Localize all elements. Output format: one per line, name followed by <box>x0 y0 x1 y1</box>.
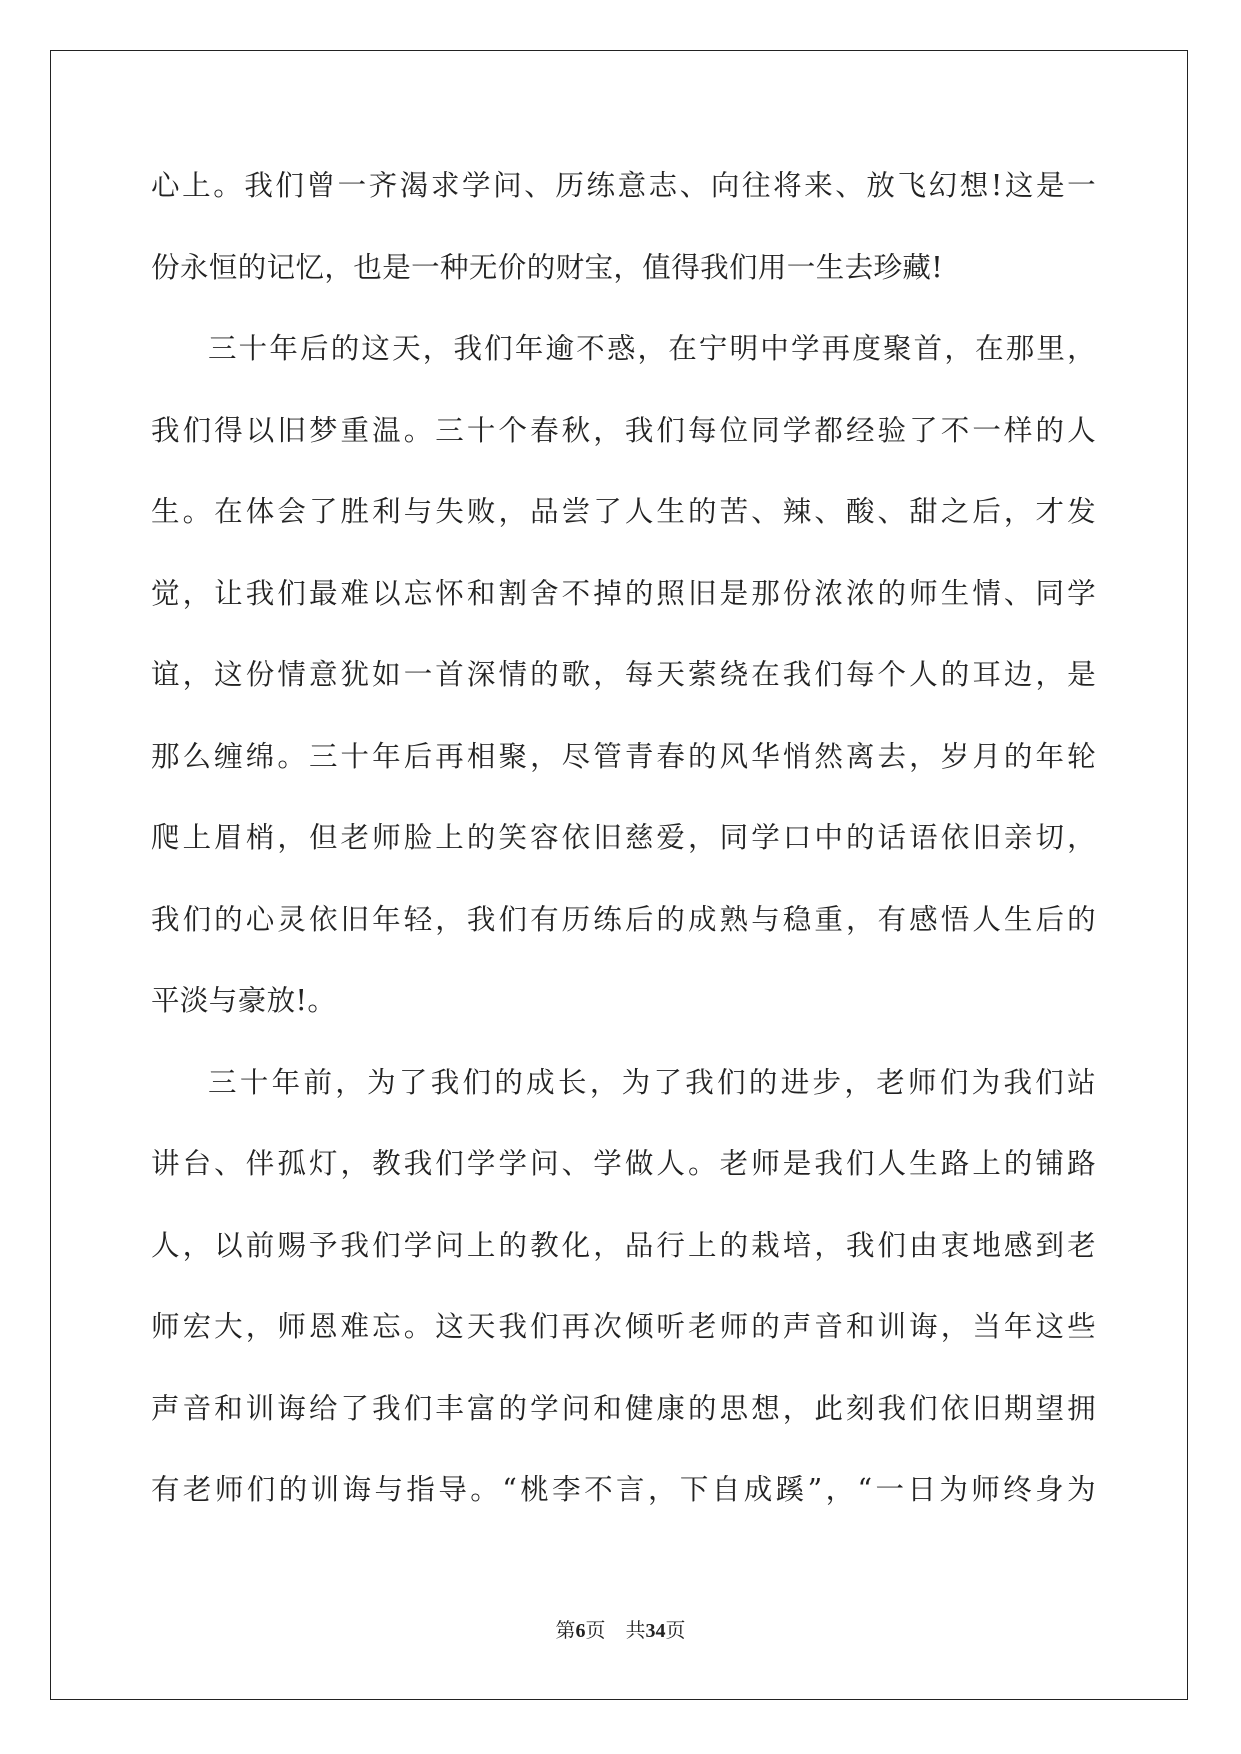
text-line: 讲台、伴孤灯，教我们学学问、学做人。老师是我们人生路上的铺路 <box>151 1147 1096 1180</box>
text-line: 人，以前赐予我们学问上的教化，品行上的栽培，我们由衷地感到老 <box>151 1228 1096 1262</box>
total-pages: 34 <box>645 1620 666 1642</box>
text-line: 心上。我们曾一齐渴求学问、历练意志、向往将来、放飞幻想!这是一 <box>151 169 1096 202</box>
text-line: 份永恒的记忆，也是一种无价的财宝，值得我们用一生去珍藏! <box>151 250 944 284</box>
total-prefix: 共 <box>625 1620 646 1642</box>
text-line: 有老师们的训诲与指导。“桃李不言，下自成蹊”，“一日为师终身为 <box>151 1473 1096 1506</box>
document-body <box>151 145 1096 1531</box>
text-line: 我们的心灵依旧年轻，我们有历练后的成熟与稳重，有感悟人生后的 <box>151 902 1096 936</box>
text-line: 谊，这份情意犹如一首深情的歌，每天萦绕在我们每个人的耳边，是 <box>151 658 1096 691</box>
page-prefix: 第 <box>555 1620 576 1642</box>
text-line: 师宏大，师恩难忘。这天我们再次倾听老师的声音和训诲，当年这些 <box>151 1310 1096 1343</box>
text-line: 觉，让我们最难以忘怀和割舍不掉的照旧是那份浓浓的师生情、同学 <box>151 576 1096 610</box>
text-line: 爬上眉梢，但老师脸上的笑容依旧慈爱，同学口中的话语依旧亲切， <box>151 821 1096 854</box>
text-line: 三十年前，为了我们的成长，为了我们的进步，老师们为我们站 <box>208 1065 1096 1099</box>
page-suffix: 页 <box>585 1620 606 1642</box>
page-number: 6 <box>575 1620 586 1642</box>
page-footer <box>0 1614 1241 1643</box>
text-line: 三十年后的这天，我们年逾不惑，在宁明中学再度聚首，在那里， <box>208 332 1096 365</box>
text-line: 我们得以旧梦重温。三十个春秋，我们每位同学都经验了不一样的人 <box>151 413 1096 447</box>
text-line: 那么缠绵。三十年后再相聚，尽管青春的风华悄然离去，岁月的年轮 <box>151 739 1096 773</box>
total-suffix: 页 <box>665 1620 686 1642</box>
text-line: 平淡与豪放!。 <box>151 984 337 1017</box>
text-line: 生。在体会了胜利与失败，品尝了人生的苦、辣、酸、甜之后，才发 <box>151 495 1096 528</box>
text-line: 声音和训诲给了我们丰富的学问和健康的思想，此刻我们依旧期望拥 <box>151 1391 1096 1425</box>
